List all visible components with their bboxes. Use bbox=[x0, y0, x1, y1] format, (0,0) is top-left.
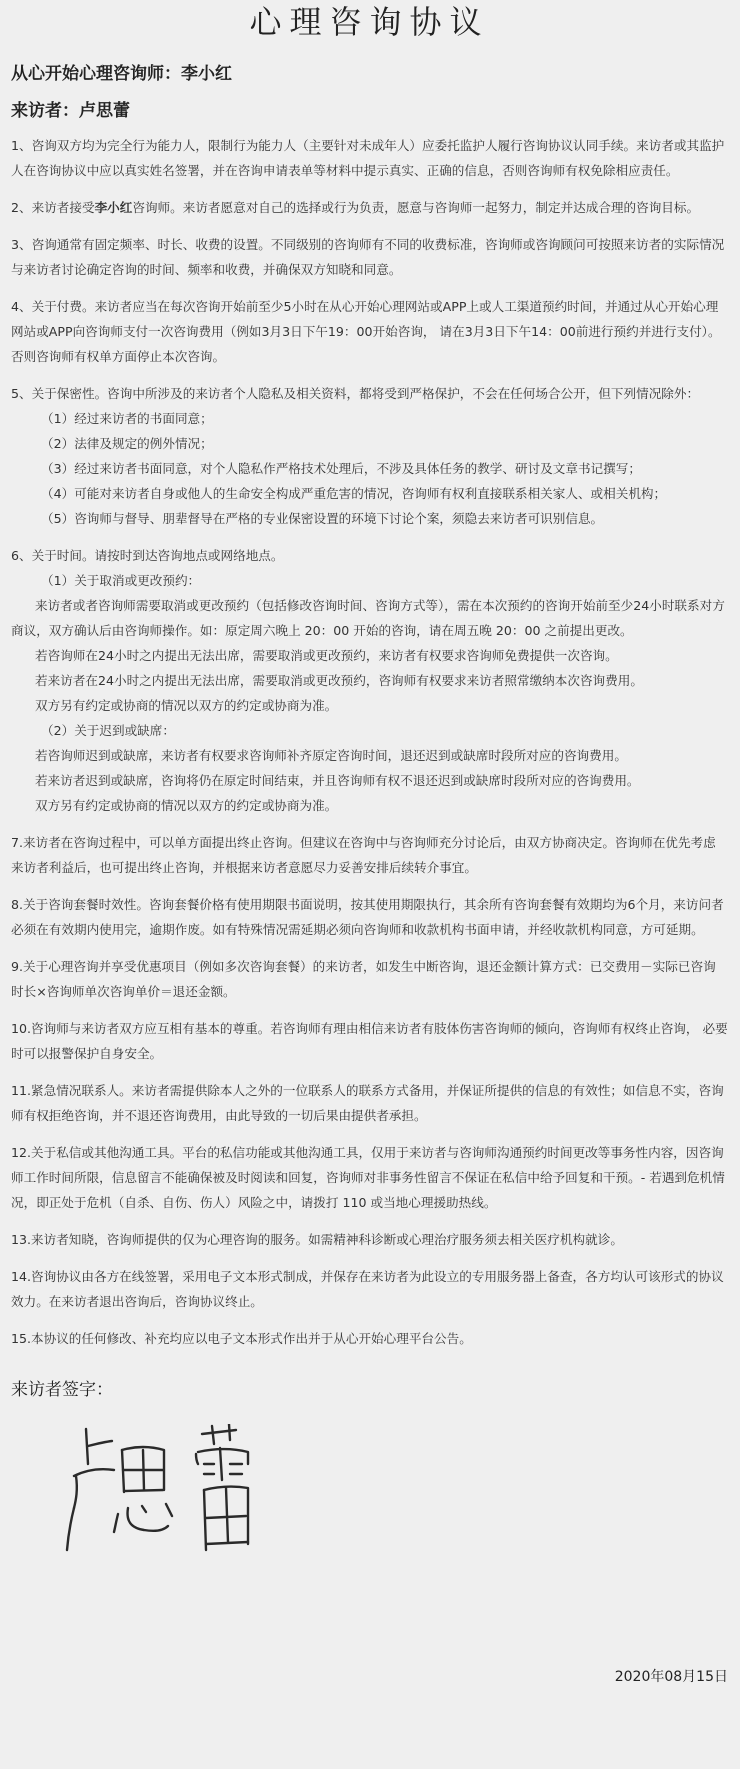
clause-5-item: （4）可能对来访者自身或他人的生命安全构成严重危害的情况，咨询师有权利直接联系相关家人、或相关机构； bbox=[41, 486, 667, 501]
clause-2 bbox=[11, 195, 728, 220]
clause-10-text: 10.咨询师与来访者双方应互相有基本的尊重。若咨询师有理由相信来访者有肢体伤害咨询师的倾向，咨询师有权终止咨询， 必要时可以报警保护自身安全。 bbox=[11, 1021, 728, 1061]
clause-5-item: （3）经过来访者书面同意，对个人隐私作严格技术处理后，不涉及具体任务的教学、研讨及文章书记撰写； bbox=[41, 461, 641, 476]
page-title: 心理咨询协议 bbox=[249, 3, 490, 41]
clause-9 bbox=[11, 954, 728, 1004]
clause-11 bbox=[11, 1078, 728, 1128]
counselor-line: 从心开始心理咨询师：李小红 bbox=[11, 64, 232, 84]
handwritten-signature bbox=[64, 1424, 294, 1579]
clause-14-text: 14.咨询协议由各方在线签署，采用电子文本形式制成，并保存在来访者为此设立的专用服务器上备查，各方均认可该形式的协议效力。在来访者退出咨询后，咨询协议终止。 bbox=[11, 1269, 724, 1309]
clause-1 bbox=[11, 133, 728, 183]
clause-6-late-rule: 若咨询师迟到或缺席，来访者有权要求咨询师补齐原定咨询时间，退还迟到或缺席时段所对应的咨询费用。 bbox=[35, 748, 627, 763]
clause-4 bbox=[11, 294, 728, 369]
clause-2-text bbox=[11, 195, 728, 220]
clause-6-cancel-rule: 若来访者在24小时之内提出无法出席，需要取消或更改预约，咨询师有权要求来访者照常缴纳本次咨询费用。 bbox=[35, 673, 643, 688]
clause-6-subheading-late: （2）关于迟到或缺席： bbox=[41, 723, 175, 738]
clause-7-text: 7.来访者在咨询过程中，可以单方面提出终止咨询。但建议在咨询中与咨询师充分讨论后，由双方协商决定。咨询师在优先考虑来访者利益后，也可提出终止咨询，并根据来访者意愿尽力妥善安排后续转介事宜。 bbox=[11, 835, 716, 875]
clause-3 bbox=[11, 232, 728, 282]
clause-10 bbox=[11, 1016, 728, 1066]
visitor-line: 来访者：卢思蕾 bbox=[11, 101, 130, 121]
clause-12-text: 12.关于私信或其他沟通工具。平台的私信功能或其他沟通工具，仅用于来访者与咨询师沟通预约时间更改等事务性内容，因咨询师工作时间所限，信息留言不能确保被及时阅读和回复，咨询师对非事务性留言不保证在私信中给予回复和干预。- 若遇到危机情况，即正处于危机（自杀、自伤、伤人）风险之中，请拨打 110 或当地心理援助热线。 bbox=[11, 1145, 725, 1210]
clause-15-text: 15.本协议的任何修改、补充均应以电子文本形式作出并于从心开始心理平台公告。 bbox=[11, 1331, 472, 1346]
clause-6-cancel-rule: 双方另有约定或协商的情况以双方的约定或协商为准。 bbox=[35, 698, 338, 713]
clause-13-text: 13.来访者知晓，咨询师提供的仅为心理咨询的服务。如需精神科诊断或心理治疗服务须去相关医疗机构就诊。 bbox=[11, 1232, 623, 1247]
signing-date: 2020年08月15日 bbox=[614, 1669, 728, 1685]
clause-6-late-rule: 若来访者迟到或缺席，咨询将仍在原定时间结束，并且咨询师有权不退还迟到或缺席时段所对应的咨询费用。 bbox=[35, 773, 640, 788]
clause-8-text: 8.关于咨询套餐时效性。咨询套餐价格有使用期限书面说明，按其使用期限执行，其余所有咨询套餐有效期均为6个月，来访问者必须在有效期内使用完，逾期作废。如有特殊情况需延期必须向咨询师和收款机构书面申请，并经收款机构同意，方可延期。 bbox=[11, 897, 724, 937]
clause-6-text: 6、关于时间。请按时到达咨询地点或网络地点。 bbox=[11, 548, 284, 563]
clause-6-subheading-cancel: （1）关于取消或更改预约： bbox=[41, 573, 201, 588]
clause-5-item: （2）法律及规定的例外情况； bbox=[41, 436, 213, 451]
clause-9-text: 9.关于心理咨询并享受优惠项目（例如多次咨询套餐）的来访者，如发生中断咨询，退还金额计算方式：已交费用－实际已咨询时长×咨询师单次咨询单价＝退还金额。 bbox=[11, 959, 716, 999]
clause-3-text: 3、咨询通常有固定频率、时长、收费的设置。不同级别的咨询师有不同的收费标准，咨询师或咨询顾问可按照来访者的实际情况与来访者讨论确定咨询的时间、频率和收费，并确保双方知晓和同意。 bbox=[11, 237, 725, 277]
clause-12 bbox=[11, 1140, 728, 1215]
clause-5-item: （1）经过来访者的书面同意； bbox=[41, 411, 213, 426]
clause-5-item: （5）咨询师与督导、朋辈督导在严格的专业保密设置的环境下讨论个案，须隐去来访者可识别信息。 bbox=[41, 511, 604, 526]
clause-6 bbox=[11, 543, 728, 818]
clause-4-text: 4、关于付费。来访者应当在每次咨询开始前至少5小时在从心开始心理网站或APP上或人工渠道预约时间，并通过从心开始心理网站或APP向咨询师支付一次咨询费用（例如3月3日下午19：00开始咨询， 请在3月3日下午14：00前进行预约并进行支付）。否则咨询师有权单方面停止本次咨询。 bbox=[11, 299, 721, 364]
clause-1-text: 1、咨询双方均为完全行为能力人，限制行为能力人（主要针对未成年人）应委托监护人履行咨询协议认同手续。来访者或其监护人在咨询协议中应以真实姓名签署，并在咨询申请表单等材料中提示真实、正确的信息，否则咨询师有权免除相应责任。 bbox=[11, 138, 725, 178]
clause-2-pre: 2、来访者接受 bbox=[11, 200, 95, 215]
clause-11-text: 11.紧急情况联系人。来访者需提供除本人之外的一位联系人的联系方式备用，并保证所提供的信息的有效性；如信息不实，咨询师有权拒绝咨询，并不退还咨询费用，由此导致的一切后果由提供者承担。 bbox=[11, 1083, 724, 1123]
clause-6-cancel-rule: 来访者或者咨询师需要取消或更改预约（包括修改咨询时间、咨询方式等），需在本次预约的咨询开始前至少24小时联系对方商议，双方确认后由咨询师操作。如：原定周六晚上 20：00 开始的咨询，请在周五晚 20：00 之前提出更改。 bbox=[11, 598, 725, 638]
clause-2-counselor-name: 李小红 bbox=[94, 200, 133, 215]
clause-8 bbox=[11, 892, 728, 942]
clause-14 bbox=[11, 1264, 728, 1314]
clause-2-post: 咨询师。来访者愿意对自己的选择或行为负责，愿意与咨询师一起努力，制定并达成合理的咨询目标。 bbox=[132, 200, 700, 215]
clause-5 bbox=[11, 381, 728, 531]
clause-13 bbox=[11, 1227, 728, 1252]
clause-6-cancel-rule: 若咨询师在24小时之内提出无法出席，需要取消或更改预约，来访者有权要求咨询师免费提供一次咨询。 bbox=[35, 648, 618, 663]
clause-6-late-rule: 双方另有约定或协商的情况以双方的约定或协商为准。 bbox=[35, 798, 338, 813]
clause-5-text: 5、关于保密性。咨询中所涉及的来访者个人隐私及相关资料，都将受到严格保护，不会在任何场合公开，但下列情况除外： bbox=[11, 386, 700, 401]
clause-7 bbox=[11, 830, 728, 880]
signature-label: 来访者签字： bbox=[11, 1380, 113, 1400]
clause-15 bbox=[11, 1326, 728, 1351]
